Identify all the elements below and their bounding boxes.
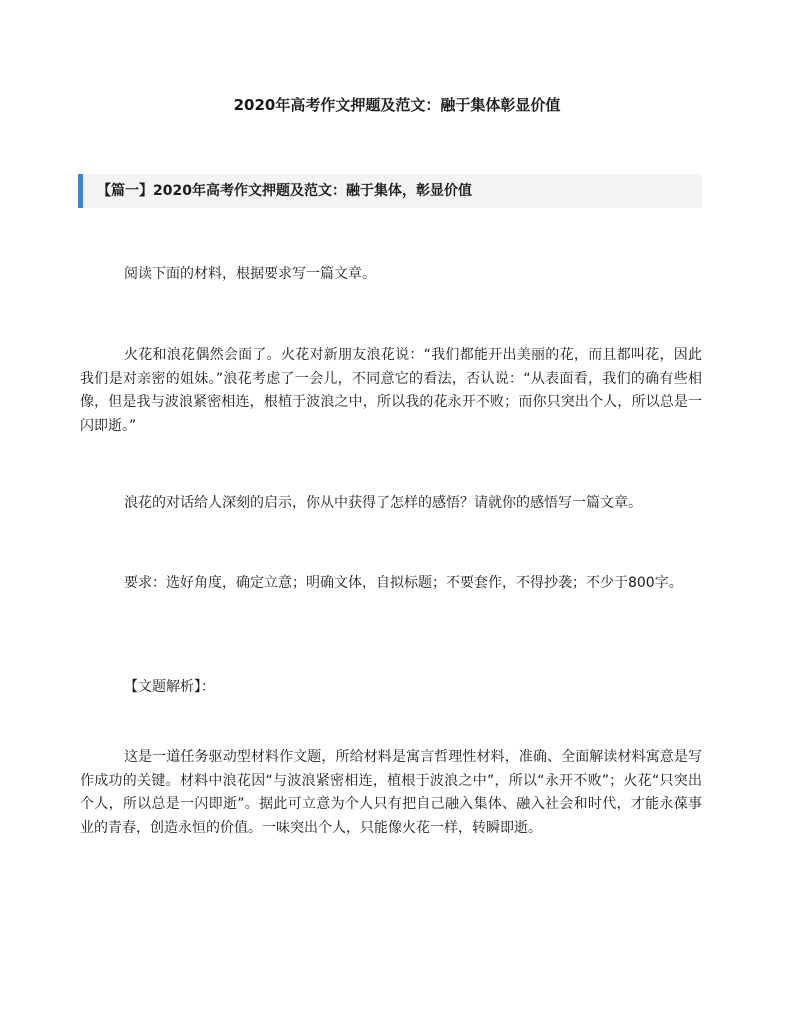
prompt-paragraph: 浪花的对话给人深刻的启示，你从中获得了怎样的感悟？请就你的感悟写一篇文章。: [124, 495, 642, 511]
story-paragraph: 火花和浪花偶然会面了。火花对新朋友浪花说：“我们都能开出美丽的花，而且都叫花，因此我们是对亲密的姐妹。”浪花考虑了一会儿，不同意它的看法，否认说：“从表面看，我们的确有些相像，但是我与波浪紧密相连，根植于波浪之中，所以我的花永开不败；而你只突出个人，所以总是一闪即逝。”: [80, 347, 702, 434]
requirement-paragraph: 要求：选好角度，确定立意；明确文体，自拟标题；不要套作，不得抄袭；不少于800字。: [124, 575, 683, 591]
instruction-paragraph: 阅读下面的材料，根据要求写一篇文章。: [124, 266, 376, 282]
section-heading: 【篇一】2020年高考作文押题及范文：融于集体，彰显价值: [78, 174, 702, 208]
analysis-paragraph: 这是一道任务驱动型材料作文题，所给材料是寓言哲理性材料，准确、全面解读材料寓意是写作成功的关键。材料中浪花因“与波浪紧密相连，植根于波浪之中”，所以“永开不败”；火花“只突出个人，所以总是一闪即逝”。据此可立意为个人只有把自己融入集体、融入社会和时代，才能永葆事业的青春，创造永恒的价值。一味突出个人，只能像火花一样，转瞬即逝。: [80, 749, 702, 836]
page-title: 2020年高考作文押题及范文：融于集体彰显价值: [233, 96, 561, 114]
analysis-label: 【文题解析】：: [124, 679, 215, 695]
